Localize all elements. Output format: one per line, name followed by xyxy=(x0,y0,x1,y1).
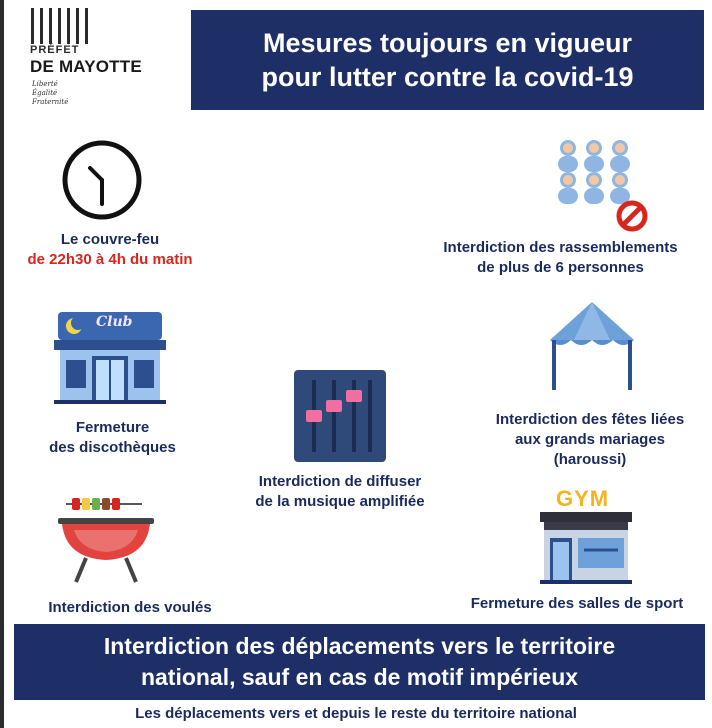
gyms-line1: Fermeture des salles de sport xyxy=(470,595,684,612)
music-caption xyxy=(220,472,460,512)
logo-prefet-text: PRÉFET xyxy=(30,44,80,56)
motto-liberte: Liberté xyxy=(32,80,58,88)
weddings-line2: aux grands mariages xyxy=(514,431,666,448)
motto-egalite: Égalité xyxy=(32,89,58,97)
music-line1: Interdiction de diffuser xyxy=(258,473,422,490)
voules-caption xyxy=(0,598,260,618)
page-title-banner xyxy=(191,10,704,110)
logo-motto xyxy=(32,80,68,107)
travel-ban-banner xyxy=(14,624,705,700)
gyms-caption xyxy=(432,594,712,614)
curfew-caption xyxy=(0,230,220,270)
barbecue-icon xyxy=(58,494,154,584)
weddings-line1: Interdiction des fêtes liées xyxy=(495,411,685,428)
clubs-line1: Fermeture xyxy=(75,419,150,436)
clubs-caption xyxy=(0,418,225,458)
gatherings-caption xyxy=(398,238,712,278)
footer-text: Les déplacements vers et depuis le reste du territoire national xyxy=(135,705,577,722)
weddings-caption xyxy=(460,410,712,470)
clubs-line2: des discothèques xyxy=(49,439,176,456)
crowd-prohibited-icon xyxy=(550,136,654,232)
tent-icon xyxy=(546,300,638,392)
voules-line1: Interdiction des voulés xyxy=(48,599,212,616)
gatherings-line2: de plus de 6 personnes xyxy=(477,259,644,276)
clock-icon xyxy=(60,138,144,222)
curfew-line2: de 22h30 à 4h du matin xyxy=(27,251,193,268)
curfew-line1: Le couvre-feu xyxy=(60,231,160,248)
logo-mayotte-text: DE MAYOTTE xyxy=(30,57,142,76)
gym-building-icon xyxy=(540,512,632,584)
gatherings-line1: Interdiction des rassemblements xyxy=(443,239,678,256)
mixer-icon xyxy=(294,370,386,462)
left-edge-rule xyxy=(0,0,4,728)
travel-ban-line2: national, sauf en cas de motif impérieux xyxy=(140,664,579,690)
weddings-line3: (haroussi) xyxy=(553,451,627,468)
gym-sign-text: GYM xyxy=(556,486,610,511)
music-line2: de la musique amplifiée xyxy=(255,493,425,510)
page-title-line2: pour lutter contre la covid-19 xyxy=(261,62,634,92)
travel-ban-line1: Interdiction des déplacements vers le territoire xyxy=(103,633,616,659)
motto-fraternite: Fraternité xyxy=(32,98,69,106)
page-title-line1: Mesures toujours en vigueur xyxy=(262,28,633,58)
club-sign-text: Club xyxy=(96,314,133,330)
